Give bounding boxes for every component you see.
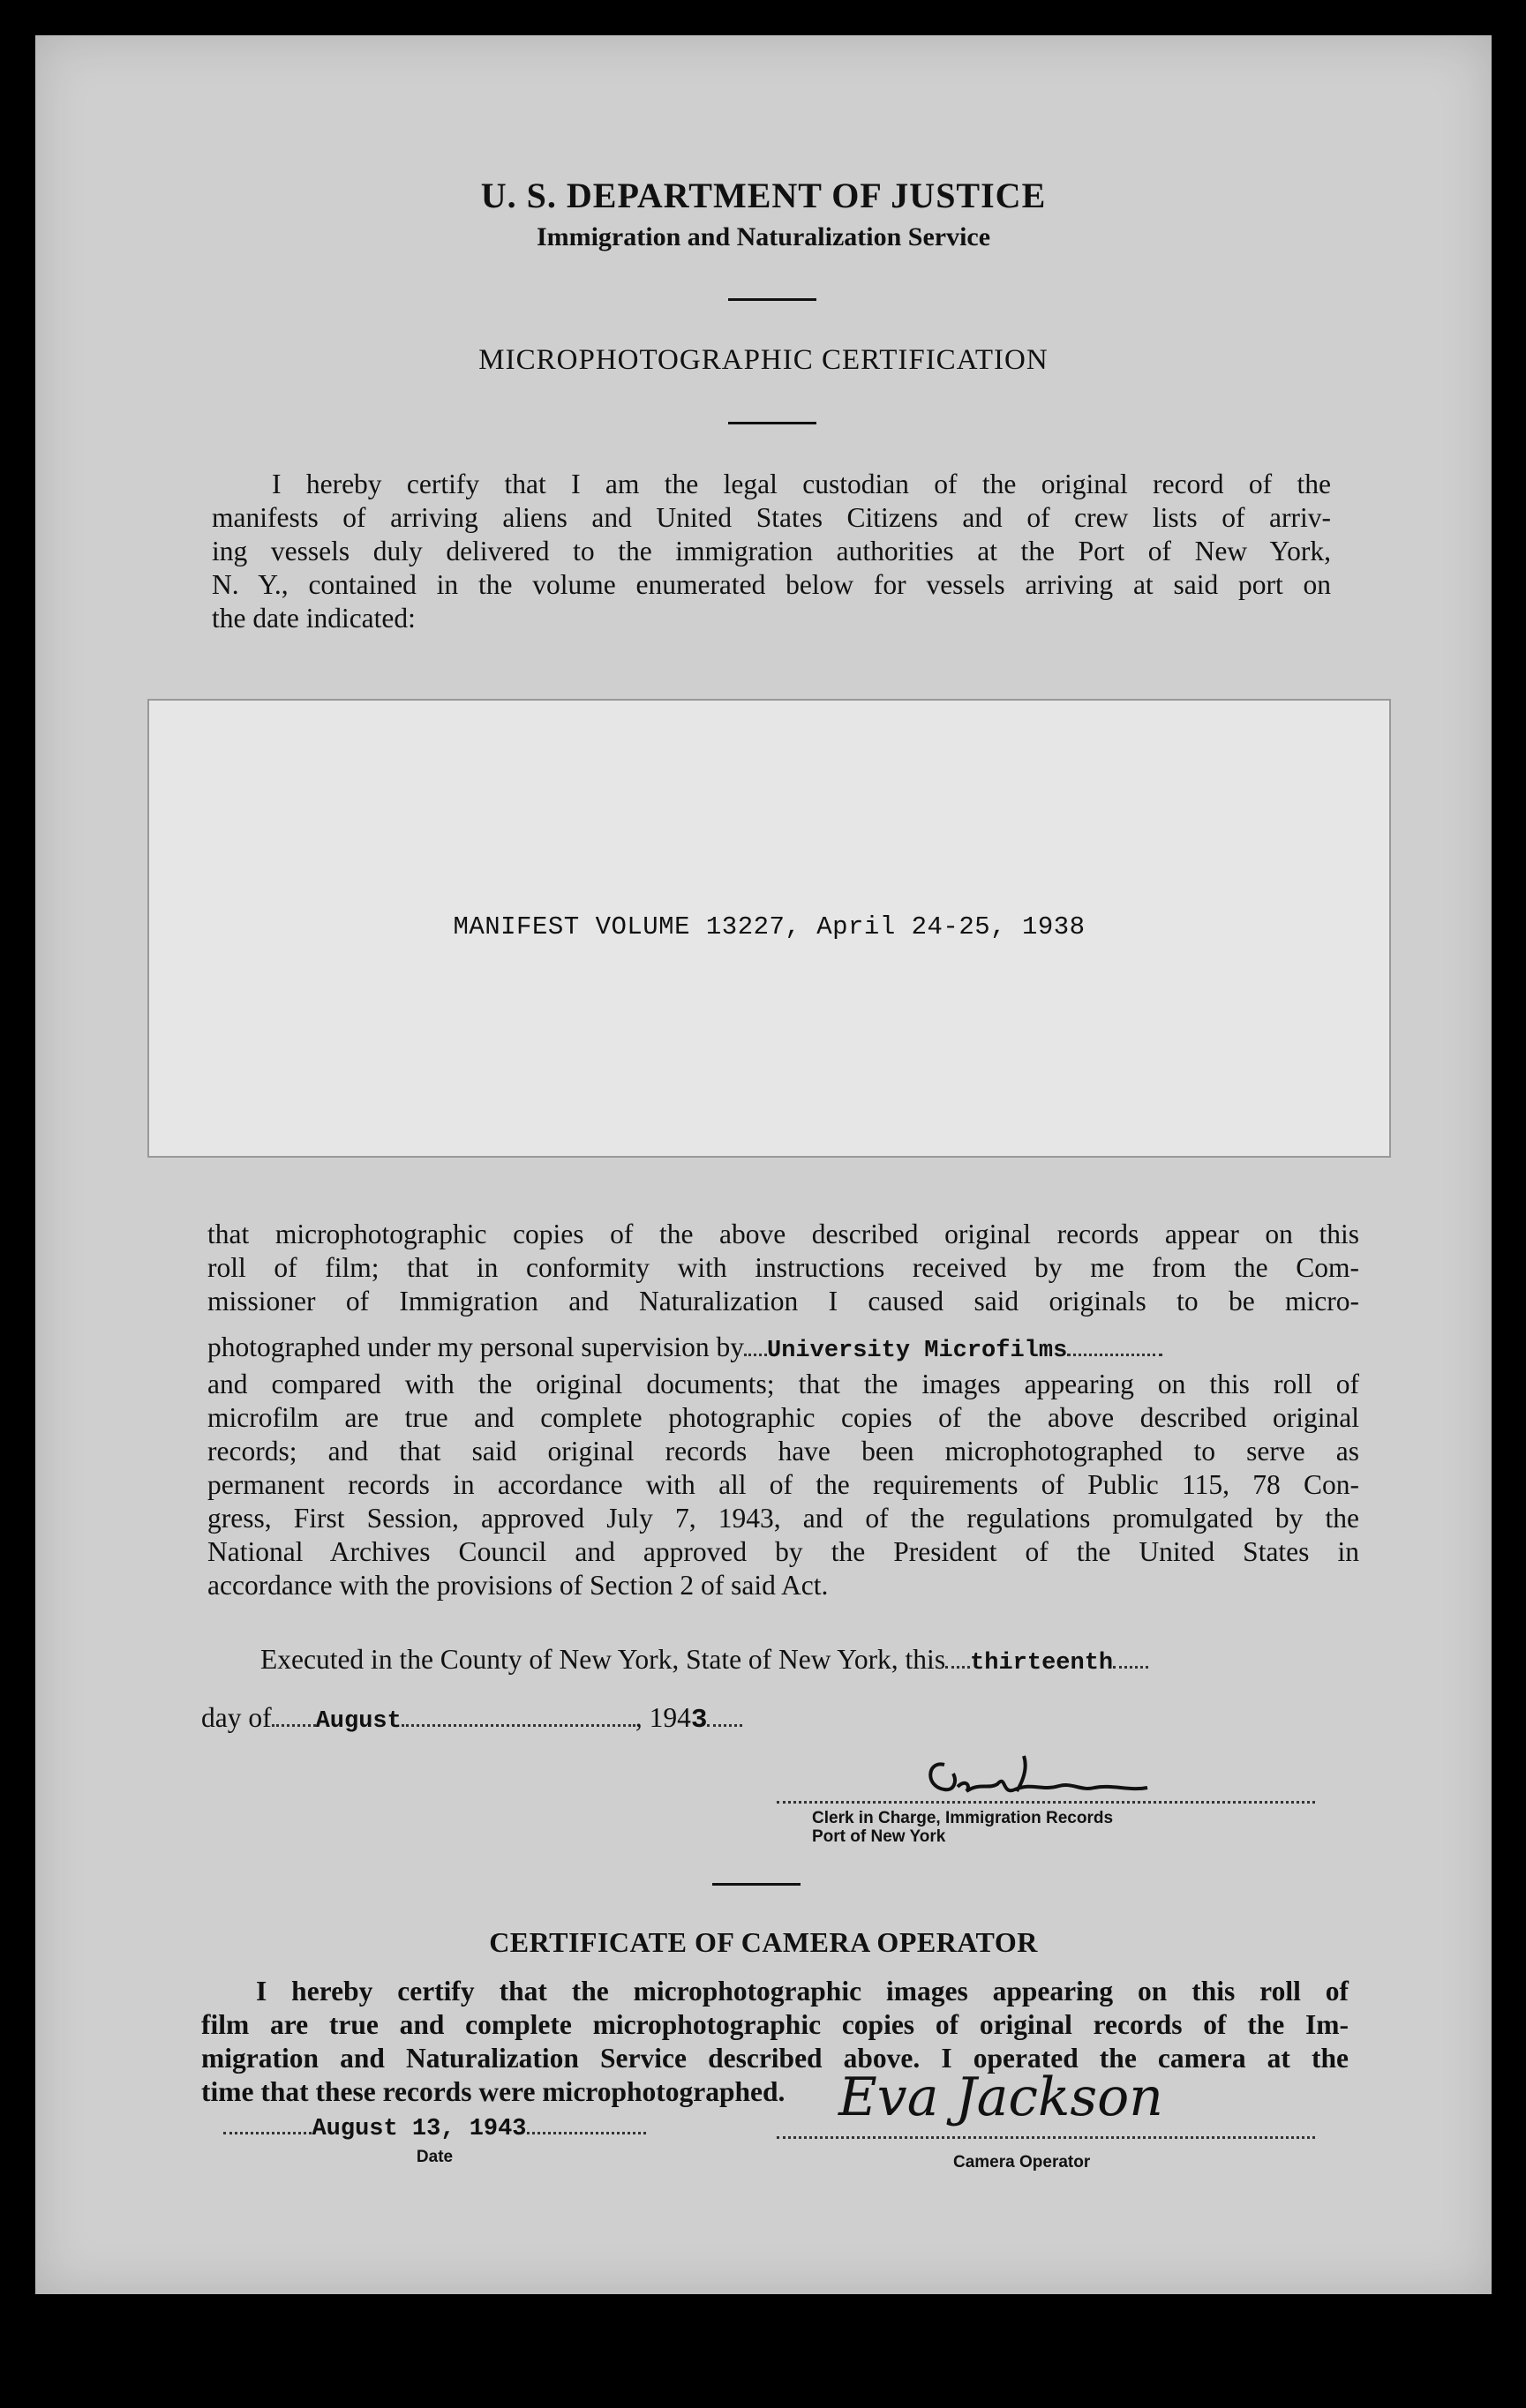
intro-line: I hereby certify that I am the legal custodian of the original record of the xyxy=(272,469,1331,499)
intro-line: ing vessels duly delivered to the immigration authorities at the Port of New York, xyxy=(212,536,1331,566)
intro-line: manifests of arriving aliens and United States Citizens and of crew lists of arriv- xyxy=(212,502,1331,533)
day-of-line xyxy=(201,1701,742,1738)
execution-year-prefix: , 194 xyxy=(635,1702,691,1733)
manifest-volume-text: MANIFEST VOLUME 13227, April 24-25, 1938 xyxy=(453,912,1086,941)
camera-operator-signature-block xyxy=(777,2065,1315,2144)
intro-line: N. Y., contained in the volume enumerated below for vessels arriving at said port on xyxy=(212,569,1331,600)
dotted-fill xyxy=(402,1717,635,1727)
execution-year-digit: 3 xyxy=(690,1705,708,1736)
camera-operator-signature: Eva Jackson xyxy=(838,2067,1163,2128)
dotted-fill xyxy=(744,1347,767,1356)
intro-paragraph xyxy=(212,468,1331,635)
execution-line xyxy=(260,1643,1148,1680)
body-paragraph xyxy=(207,1218,1359,1602)
day-of-label: day of xyxy=(201,1702,272,1733)
camera-line: film are true and complete microphotographic copies of original records of the Im- xyxy=(201,2009,1349,2040)
clerk-signature-block xyxy=(777,1747,1315,1809)
body-line: accordance with the provisions of Section 2 of said Act. xyxy=(207,1570,829,1601)
clerk-title-line2: Port of New York xyxy=(812,1827,946,1846)
execution-day-value: thirteenth xyxy=(970,1650,1114,1677)
execution-prefix: Executed in the County of New York, State of New York, this xyxy=(260,1644,946,1675)
department-heading: U. S. DEPARTMENT OF JUSTICE xyxy=(480,176,1047,215)
camera-line: time that these records were microphotographed. xyxy=(201,2076,786,2107)
header-divider xyxy=(728,298,816,301)
body-line: records; and that said original records have been microphotographed to serve as xyxy=(207,1436,1359,1467)
execution-month-value: August xyxy=(315,1708,402,1735)
clerk-title xyxy=(812,1809,1113,1846)
body-line: gress, First Session, approved July 7, 1943, and of the regulations promulgated by the xyxy=(207,1503,1359,1534)
certification-title: MICROPHOTOGRAPHIC CERTIFICATION xyxy=(478,344,1049,376)
body-line: permanent records in accordance with all of the requirements of Public 115, 78 Con- xyxy=(207,1469,1359,1500)
certificate-page xyxy=(35,35,1492,2294)
intro-line: the date indicated: xyxy=(212,603,416,634)
dotted-fill xyxy=(272,1717,316,1727)
body-line: that microphotographic copies of the above described original records appear on this xyxy=(207,1219,1359,1249)
clerk-signature-image xyxy=(918,1747,1156,1809)
camera-operator-label: Camera Operator xyxy=(953,2153,1091,2172)
section-divider xyxy=(712,1883,801,1886)
dotted-fill xyxy=(945,1659,970,1669)
camera-date-label: Date xyxy=(416,2148,454,2166)
supervision-prefix: photographed under my personal supervision by xyxy=(207,1332,745,1362)
dotted-fill xyxy=(223,2125,312,2134)
camera-date-line xyxy=(199,2109,671,2146)
body-line: National Archives Council and approved by the President of the United States in xyxy=(207,1536,1359,1567)
camera-line: I hereby certify that the microphotographic images appearing on this roll of xyxy=(256,1976,1349,2007)
camera-line: migration and Naturalization Service described above. I operated the camera at the xyxy=(201,2043,1349,2074)
camera-date-field xyxy=(199,2109,671,2166)
manifest-insert-slip xyxy=(147,699,1391,1158)
body-line: missioner of Immigration and Naturalization I caused said originals to be micro- xyxy=(207,1286,1359,1317)
camera-date-value: August 13, 1943 xyxy=(312,2116,527,2142)
dotted-fill xyxy=(1067,1347,1162,1356)
clerk-title-line1: Clerk in Charge, Immigration Records xyxy=(812,1809,1114,1827)
body-line: microfilm are true and complete photographic copies of the above described original xyxy=(207,1402,1359,1433)
signature-dotted-line xyxy=(777,2129,1315,2139)
dotted-fill xyxy=(707,1717,742,1727)
body-line: roll of film; that in conformity with instructions received by me from the Com- xyxy=(207,1252,1359,1283)
supervision-line xyxy=(207,1331,1359,1368)
dotted-fill xyxy=(527,2125,646,2134)
camera-operator-heading: CERTIFICATE OF CAMERA OPERATOR xyxy=(489,1926,1038,1958)
body-line: and compared with the original documents; that the images appearing on this roll of xyxy=(207,1369,1359,1399)
dotted-fill xyxy=(1113,1659,1148,1669)
microfilm-company-value: University Microfilms xyxy=(767,1338,1068,1364)
service-subheading: Immigration and Naturalization Service xyxy=(536,222,991,251)
title-divider xyxy=(728,422,816,424)
